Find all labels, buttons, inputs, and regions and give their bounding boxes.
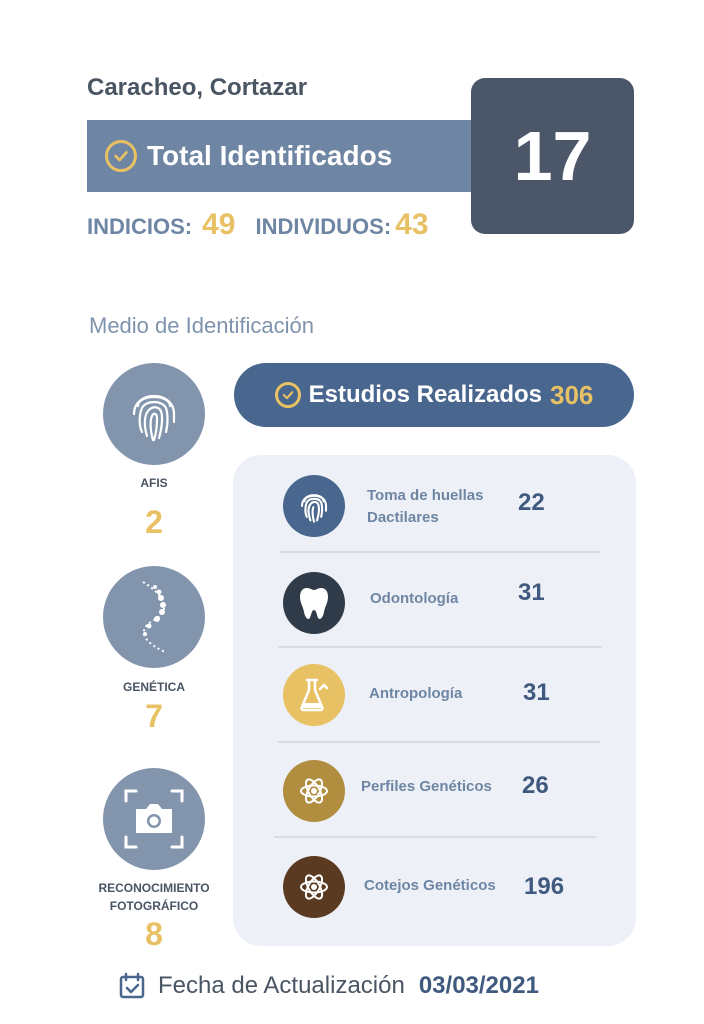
- study-label-antropologia: Antropología: [369, 685, 463, 702]
- study-value-huellas: 22: [518, 489, 545, 516]
- afis-label: AFIS: [140, 476, 168, 490]
- study-label-huellas: Toma de huellas Dactilares: [367, 487, 484, 526]
- tooth-icon: [299, 586, 329, 620]
- total-identificados-value: 17: [513, 117, 592, 195]
- afis-value: 2: [145, 504, 163, 540]
- total-identificados-label: Total Identificados: [147, 140, 393, 171]
- study-icon-circle: [283, 572, 345, 634]
- fingerprint-icon: [298, 488, 330, 524]
- study-value-cotejos: 196: [524, 873, 565, 900]
- indicios-value: 49: [202, 208, 236, 241]
- footer-update-date: [118, 972, 539, 1000]
- flask-icon: [298, 677, 330, 713]
- divider: [278, 646, 602, 648]
- afis-circle: [103, 363, 205, 465]
- reconocimiento-label-line2: FOTOGRÁFICO: [109, 899, 199, 913]
- study-icon-circle: [283, 475, 345, 537]
- camera-icon: [122, 787, 186, 851]
- counts-row: [87, 208, 429, 242]
- study-icon-circle: [283, 664, 345, 726]
- study-label-cotejos: Cotejos Genéticos: [364, 877, 496, 894]
- reconocimiento-value: 8: [145, 916, 163, 952]
- footer-date: 03/03/2021: [418, 972, 539, 999]
- calendar-check-icon: [118, 972, 146, 1000]
- study-label-odontologia: Odontología: [370, 590, 459, 607]
- divider: [278, 741, 600, 743]
- atom-icon: [297, 774, 331, 808]
- total-identificados-box: [471, 78, 634, 234]
- reconocimiento-circle: [103, 768, 205, 870]
- individuos-value: 43: [395, 208, 429, 241]
- indicios-label: INDICIOS:: [87, 214, 193, 239]
- study-label-perfiles: Perfiles Genéticos: [361, 778, 492, 795]
- check-circle-icon: [105, 140, 137, 172]
- estudios-realizados-label: Estudios Realizados: [308, 381, 542, 408]
- study-value-antropologia: 31: [523, 679, 550, 706]
- individuos-label: INDIVIDUOS:: [255, 214, 392, 239]
- total-identificados-bar: [87, 120, 487, 192]
- genetica-circle: [103, 566, 205, 668]
- genetica-label: GENÉTICA: [122, 680, 185, 694]
- estudios-realizados-value: 306: [550, 379, 594, 410]
- study-value-odontologia: 31: [518, 579, 545, 606]
- section-title: Medio de Identificación: [89, 313, 315, 338]
- reconocimiento-label-line1: RECONOCIMIENTO: [98, 881, 210, 895]
- divider: [279, 551, 600, 553]
- check-circle-icon: [275, 382, 301, 408]
- estudios-realizados-bar: [234, 363, 634, 427]
- divider: [274, 836, 596, 838]
- study-icon-circle: [283, 856, 345, 918]
- study-icon-circle: [283, 760, 345, 822]
- reconocimiento-label: [74, 879, 234, 915]
- study-value-perfiles: 26: [522, 772, 549, 799]
- genetica-value: 7: [145, 698, 163, 734]
- atom-icon: [297, 870, 331, 904]
- fingerprint-icon: [128, 384, 180, 444]
- location-title: Caracheo, Cortazar: [87, 74, 308, 101]
- dna-icon: [129, 578, 179, 656]
- footer-label: Fecha de Actualización: [158, 972, 405, 999]
